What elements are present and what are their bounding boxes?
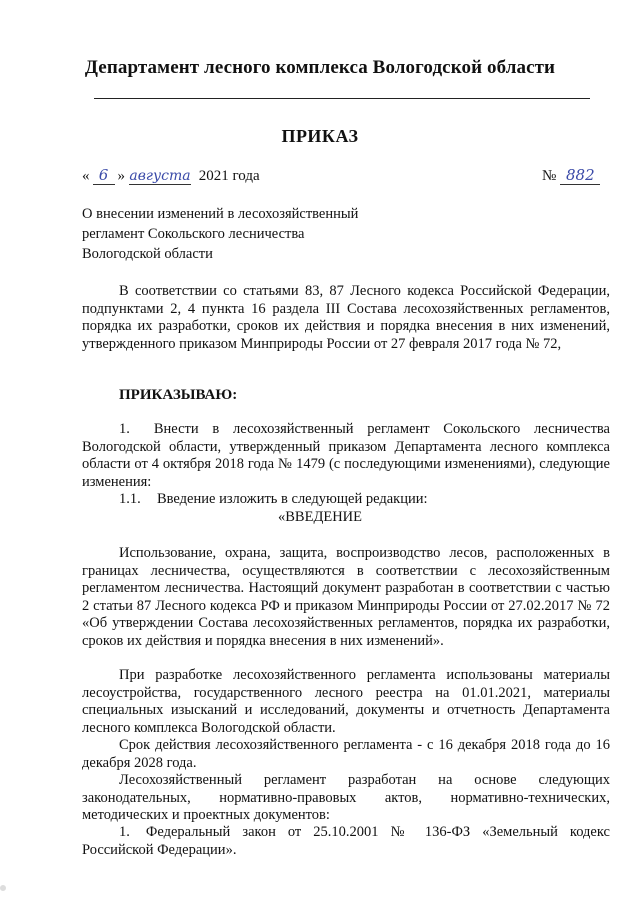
normative-list-item: [82, 824, 610, 859]
item-number: 1.1.: [119, 491, 141, 507]
scan-mark: [0, 885, 6, 891]
body-paragraph: Срок действия лесохозяйственного регламента - с 16 декабря 2018 года до 16 декабря 2028 года.: [82, 737, 610, 771]
subject-line: Вологодской области: [82, 246, 213, 262]
date-day: 6: [93, 166, 115, 185]
subject-line: регламент Сокольского лесничества: [82, 226, 305, 242]
item-text: Федеральный закон от 25.10.2001 № 136-ФЗ «Земельный кодекс Российской Федерации».: [82, 824, 610, 858]
document-number: [542, 166, 600, 185]
number-value: 882: [560, 166, 600, 185]
organization-header: Департамент лесного комплекса Вологодской области: [84, 57, 556, 78]
date-open-quote: «: [82, 168, 90, 184]
body-paragraph: Лесохозяйственный регламент разработан на основе следующих законодательных, нормативно-правовых актов, нормативно-технических, методических и проектных документов:: [82, 772, 610, 823]
document-date: [82, 166, 260, 185]
item-text: Введение изложить в следующей редакции:: [157, 491, 428, 507]
order-heading: ПРИКАЗЫВАЮ:: [119, 387, 238, 403]
order-item-1: [82, 421, 610, 491]
body-paragraph: Использование, охрана, защита, воспроизводство лесов, расположенных в границах лесничества, осуществляются в соответствии с лесохозяйственным регламентом лесничества. Настоящий документ разработан в соответствии с частью 2 статьи 87 Лесного кодекса РФ и приказом Минприроды России от 27.02.2017 № 72 «Об утверждении Состава лесохозяйственных регламентов, порядка их разработки, сроков их действия и порядка внесения в них изменений».: [82, 545, 610, 649]
preamble-paragraph: В соответствии со статьями 83, 87 Лесного кодекса Российской Федерации, подпунктами 2, 4 пункта 16 раздела III Состава лесохозяйственных регламентов, порядка их разработки, сроков их действия и порядка внесения в них изменений, утвержденного приказом Минприроды России от 27 февраля 2017 года № 72,: [82, 283, 610, 352]
document-title: ПРИКАЗ: [281, 126, 359, 146]
body-paragraph: При разработке лесохозяйственного регламента использованы материалы лесоустройства, государственного лесного реестра на 01.01.2021, материалы специальных изысканий и исследований, документы и отчетность Департамента лесного комплекса Вологодской области.: [82, 667, 610, 736]
item-text: Внести в лесохозяйственный регламент Сокольского лесничества Вологодской области, утвержденный приказом Департамента лесного комплекса области от 4 октября 2018 года № 1479 (с последующими изменениями), следующие изменения:: [82, 421, 610, 490]
item-number: 1.: [119, 824, 130, 840]
date-month: августа: [129, 168, 191, 184]
number-prefix: №: [542, 168, 557, 184]
subject-line: О внесении изменений в лесохозяйственный: [82, 206, 359, 222]
date-close-quote: »: [117, 168, 125, 184]
item-number: 1.: [119, 421, 130, 437]
order-item-1-1: [82, 491, 610, 509]
section-title: «ВВЕДЕНИЕ: [278, 509, 362, 525]
header-divider: [94, 98, 590, 99]
date-year: 2021 года: [198, 168, 260, 184]
document-subject: [82, 204, 358, 264]
